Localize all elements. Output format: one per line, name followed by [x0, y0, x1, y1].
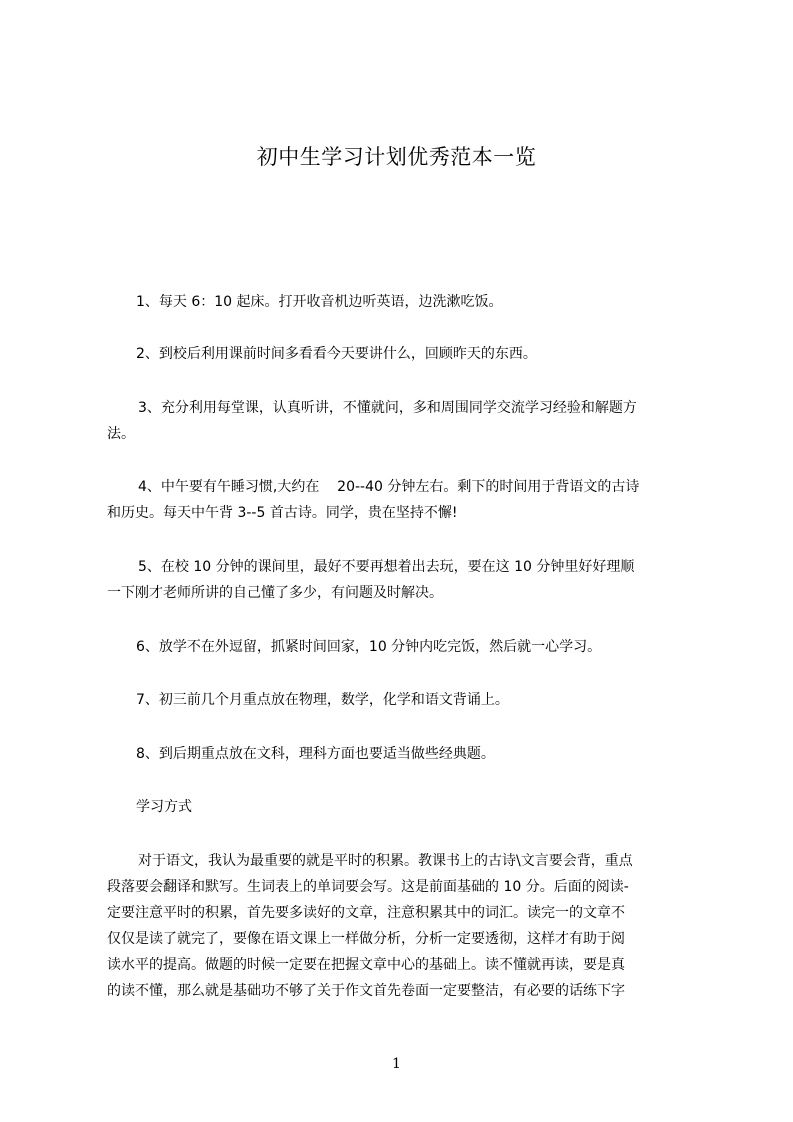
section-heading-text: 学习方式	[136, 799, 192, 815]
text-line: 读水平的提高。做题的时候一定要在把握文章中心的基础上。读不懂就再读，要是真	[107, 957, 625, 973]
text-line: 8、到后期重点放在文科，理科方面也要适当做些经典题。	[136, 746, 495, 762]
text-line: 2、到校后利用课前时间多看看今天要讲什么，回顾昨天的东西。	[136, 346, 537, 362]
text-line: 的读不懂，那么就是基础功不够了关于作文首先卷面一定要整洁，有必要的话练下字	[107, 983, 625, 999]
text-line: 3、充分利用每堂课，认真听讲，不懂就问，多和周围同学交流学习经验和解题方	[138, 400, 637, 416]
text-line: 7、初三前几个月重点放在物理，数学，化学和语文背诵上。	[136, 692, 509, 708]
text-line: 1、每天 6：10 起床。打开收音机边听英语，边洗漱吃饭。	[136, 294, 503, 310]
text-line: 定要注意平时的积累，首先要多读好的文章，注意积累其中的词汇。读完一的文章不	[107, 905, 625, 921]
list-item	[107, 341, 707, 367]
list-item	[107, 687, 707, 713]
text-line: 6、放学不在外逗留，抓紧时间回家，10 分钟内吃完饭，然后就一心学习。	[136, 639, 602, 655]
text-line: 仅仅是读了就完了，要像在语文课上一样做分析，分析一定要透彻，这样才有助于阅	[107, 931, 625, 947]
text-line: 4、中午要有午睡习惯,大约在 20--40 分钟左右。剩下的时间用于背语文的古诗	[138, 479, 640, 495]
text-line: 段落要会翻译和默写。生词表上的单词要会写。这是前面基础的 10 分。后面的阅读-	[107, 879, 629, 895]
text-line: 5、在校 10 分钟的课间里，最好不要再想着出去玩，要在这 10 分钟里好好理顺	[138, 559, 635, 575]
text-line: 对于语文，我认为最重要的就是平时的积累。教课书上的古诗\文言要会背，重点	[138, 853, 633, 869]
text-line: 一下刚才老师所讲的自己懂了多少，有问题及时解决。	[107, 585, 443, 601]
list-item	[107, 741, 707, 767]
list-item	[107, 554, 707, 606]
page-number: 1	[392, 1056, 401, 1072]
list-item	[107, 395, 707, 447]
body-paragraph	[107, 848, 707, 1004]
text-line: 法。	[107, 426, 135, 442]
text-line: 和历史。每天中午背 3--5 首古诗。同学，贵在坚持不懈!	[107, 505, 458, 521]
list-item	[107, 634, 707, 660]
list-item	[107, 474, 707, 526]
page-title: 初中生学习计划优秀范本一览	[256, 145, 537, 169]
list-item	[107, 289, 707, 315]
section-heading	[107, 794, 707, 820]
